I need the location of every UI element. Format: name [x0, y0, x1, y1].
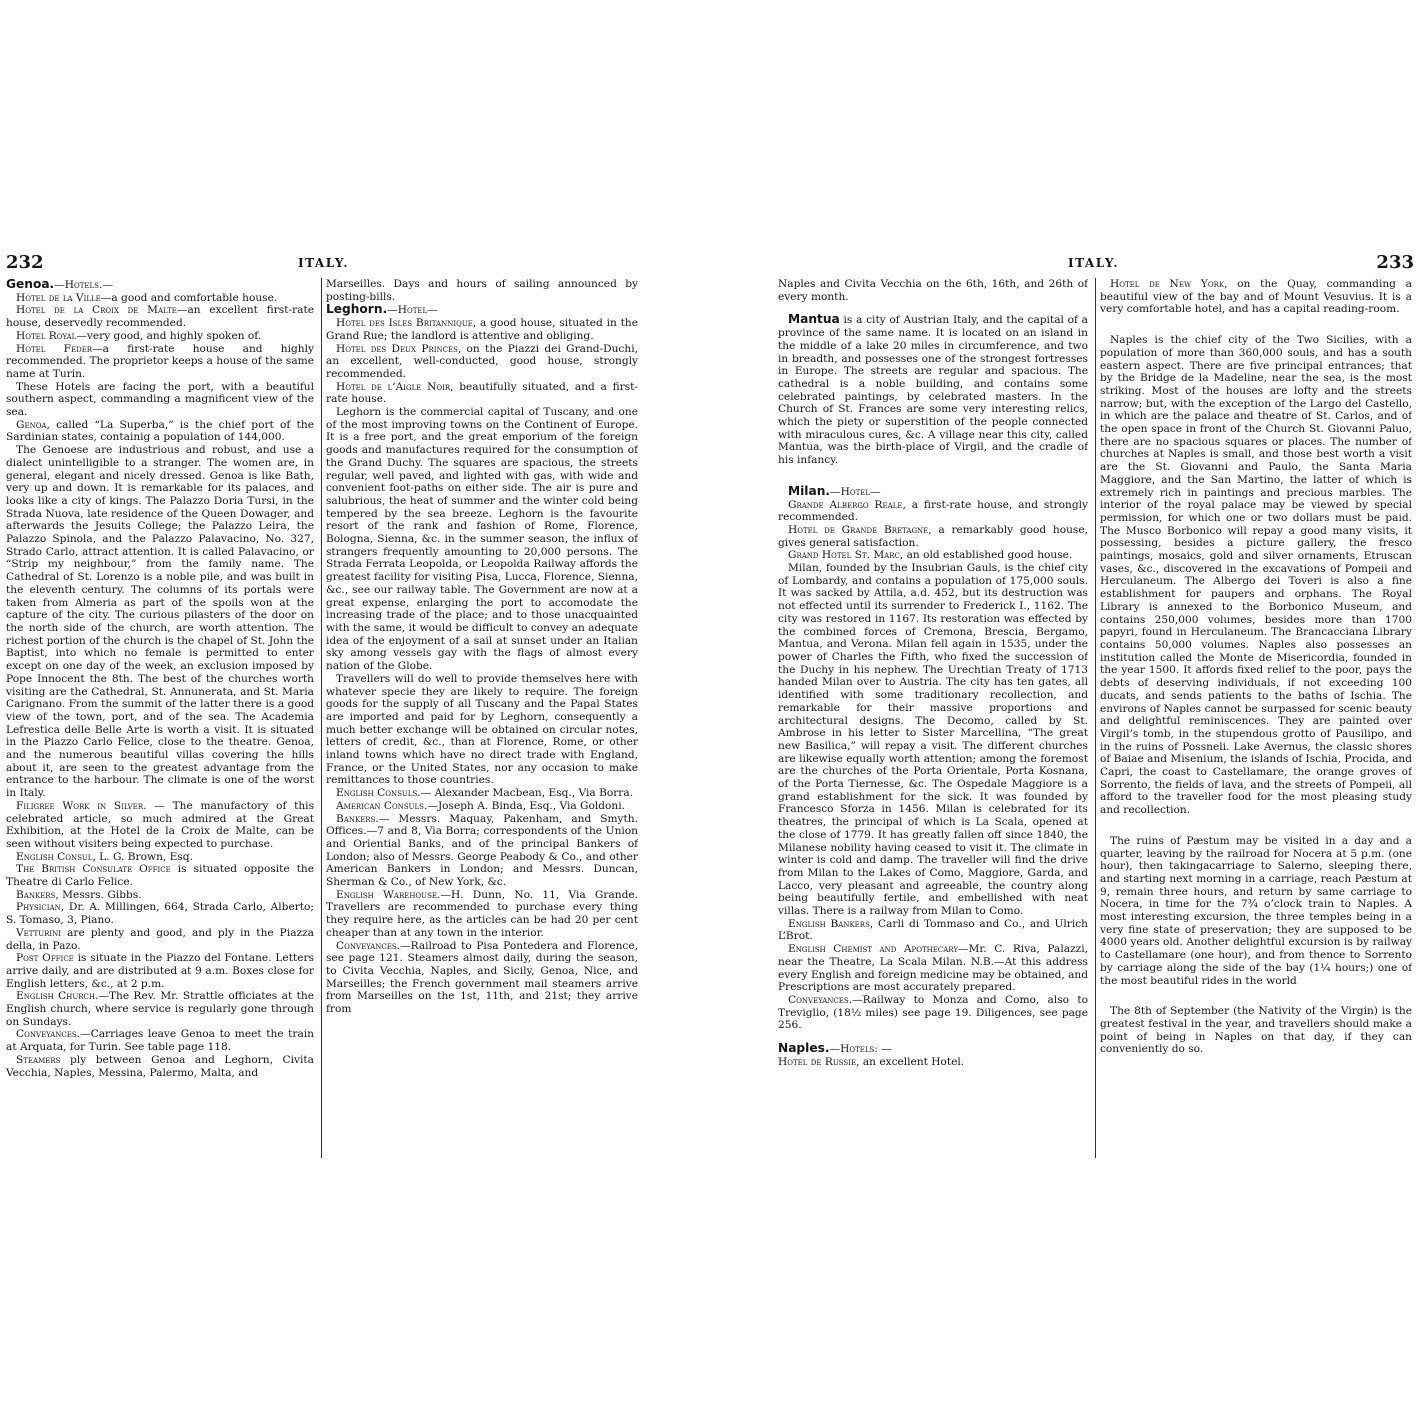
entry-text: — The manufactory of this celebrated article, so much admired at the Great Exhibition, at the Hotel de la Croix de Malte, can be seen without visiters being expected to purchase. [6, 799, 314, 850]
genoa-bankers [6, 889, 314, 902]
naples-heading [778, 1042, 1088, 1056]
entry-text: —very good, and highly spoken of. [76, 329, 262, 342]
leghorn-american-consuls [326, 800, 638, 813]
entry-lead: The British Consulate Office [16, 863, 171, 876]
entry-lead: Bankers, [16, 888, 59, 901]
entry-lead: Hotel de Russie, [778, 1055, 860, 1068]
entry-lead: Hotel de la Croix de Malte [16, 304, 177, 317]
entry-lead: English Chemist and Apothecary [788, 943, 958, 956]
genoa-heading [6, 278, 314, 292]
entry-text: L. G. Brown, Esq. [95, 850, 193, 863]
genoa-british-consulate [6, 863, 314, 888]
entry-lead: Bankers. [336, 812, 379, 825]
leghorn-english-warehouse [326, 889, 638, 940]
genoa-heading-suffix: —Hotels.— [54, 279, 113, 291]
genoa-description: The Genoese are industrious and robust, and use a dialect unintelligible to a stranger. The women are, in general, elegant and nicely dressed. Genoa is like Bath, very up and down. It is remarkable for its palaces, and looks like a city of kings. The Palazzo Doria Tursi, in the Strada Nuova, late residence of the Queen Dowager, and afterwards the Jesuits College; the Palazzo Leira, the Palazzo Spinola, and the Palazzo Palavacino, No. 327, Strado Carlo, attract attention. It is called Palavacino, or “Strip my neighbour,” from the family name. The Cathedral of St. Lorenzo is a noble pile, and was built in the eleventh century. The columns of its portals were taken from Almeria as part of the spoils won at the capture of the city. The curious pilasters of the door on the north side of the church, are worth attention. The richest portion of the church is the chapel of St. John the Baptist, into which no female is permitted to enter except on one day of the week, an exclusion imposed by Pope Innocent the 8th. The best of the churches worth visiting are the Cathedral, St. Annunerata, and St. Maria Carignano. From the summit of the latter there is a good view of the town, port, and of the sea. The Academia Lefrestica delle Belle Arte is worth a visit. It is situated in the Piazzo Carlo Felice, close to the theatre. Genoa, and the numerous beautiful villas covering the hills about it, are seen to the greatest advantage from the entrance to the harbour. The climate is one of the worst in Italy. [6, 444, 314, 800]
entry-lead: English Church. [16, 990, 99, 1003]
right-column-1 [778, 278, 1088, 1166]
genoa-physician [6, 901, 314, 926]
mantua-heading-name: Mantua [788, 312, 840, 327]
leghorn-conveyances [326, 940, 638, 1016]
milan-grande-albergo-reale [778, 499, 1088, 524]
entry-text: beautifully situated, and a first-rate house. [326, 380, 638, 406]
genoa-heading-name: Genoa. [6, 278, 55, 291]
entry-text: Messrs. Gibbs. [58, 888, 142, 901]
entry-text: —The Rev. Mr. Strattle officiates at the English church, where service is regularly gone through on Sundays. [6, 990, 314, 1028]
naples-heading-suffix: —Hotels: — [829, 1043, 892, 1056]
leghorn-heading [326, 303, 638, 317]
milan-english-bankers [778, 918, 1088, 943]
entry-text: is situate in the Piazzo del Fontane. Letters arrive daily, and are distributed at 9 a.m. Boxes close for English letters, &c., at 2 p.m. [6, 952, 314, 990]
entry-lead: Vetturini [16, 926, 62, 939]
left-page-number: 232 [6, 252, 44, 273]
leghorn-specie-advice: Travellers will do well to provide themselves here with whatever specie they are likely to require. The foreign goods for the supply of all Tuscany and the Papal States are imported and paid for by Leghorn, consequently a much better exchange will be obtained on circular notes, letters of credit, &c., than at Florence, Rome, or other inland towns which have no direct trade with England, France, or the United States, nor any occasion to make remittances to those countries. [326, 672, 638, 787]
milan-heading-suffix: —Hotel— [830, 485, 881, 498]
entry-lead: Hotel de l’Aigle Noir, [336, 380, 454, 393]
genoa-hotel-croix-de-malte [6, 304, 314, 329]
genoa-hotel-de-la-ville [6, 292, 314, 305]
entry-lead: Genoa, [16, 418, 50, 431]
genoa-english-consul [6, 851, 314, 864]
milan-english-chemist [778, 943, 1088, 994]
entry-text: —Joseph A. Binda, Esq., Via Goldoni. [427, 799, 626, 812]
right-page [778, 250, 1414, 1170]
entry-lead: Conveyances. [336, 939, 401, 952]
leghorn-english-consuls [326, 787, 638, 800]
milan-heading [778, 485, 1088, 499]
entry-lead: American Consuls. [336, 799, 428, 812]
entry-text: an old established good house. [903, 549, 1073, 562]
entry-text: on the Piazzi dei Grand-Duchi, an excellent, well-conducted, good house, strongly recommended. [326, 342, 638, 380]
milan-grand-hotel-st-marc [778, 549, 1088, 562]
entry-lead: English Warehouse. [336, 888, 441, 901]
entry-lead: Hotel de New York, [1110, 278, 1228, 290]
naples-heading-name: Naples. [778, 1041, 830, 1056]
right-column-divider [1095, 278, 1096, 1158]
entry-text: —an excellent first-rate house, deservedly recommended. [6, 304, 314, 330]
leghorn-heading-name: Leghorn. [326, 302, 388, 317]
genoa-hotel-feder [6, 343, 314, 381]
entry-lead: Hotel de la Ville [16, 291, 101, 304]
entry-lead: Hotel Royal [16, 329, 77, 342]
entry-text: —a first-rate house and highly recommended. The proprietor keeps a house of the same name at Turin. [6, 342, 314, 380]
entry-text: an excellent Hotel. [859, 1055, 965, 1068]
entry-lead: Hotel Feder [16, 342, 93, 355]
mantua-text: is a city of Austrian Italy, and the capital of a province of the same name. It is located on an island in the middle of a lake 20 miles in circumference, and two in breadth, and possesses one of the strongest fortresses in Europe. The streets are regular and spacious. The cathedral is a noble building, and contains some celebrated paintings, by celebrated masters. In the Church of St. Frances are some very interesting relics, which the piety or superstition of the people connected with miraculous cures, &c. A village near this city, called Mantua, was the birth-place of Virgil, and the cradle of his infancy. [778, 314, 1088, 467]
entry-text: is situated opposite the Theatre di Carlo Felice. [6, 863, 314, 889]
entry-text: a remarkably good house, gives general satisfaction. [778, 523, 1088, 549]
naples-hotel-de-russie [778, 1056, 1088, 1069]
left-running-title: ITALY. [298, 256, 350, 270]
milan-description: Milan, founded by the Insubrian Gauls, is the chief city of Lombardy, and contains a population of 175,000 souls. It was sacked by Attila, a.d. 452, but its destruction was not effected until its surrender to Frederick I., 1162. The city was restored in 1167. Its restoration was effected by the combined forces of Cremona, Brescia, Bergamo, Mantua, and Verona. Milan fell again in 1535, under the power of Charles the Fifth, who fixed the succession of the Duchy in his nephew. The Urechtian Treaty of 1713 handed Milan over to Austria. The city has ten gates, all identified with some traditionary recollection, and remarkable for their massive proportions and architectural designs. The Decomo, called by St. Ambrose in his letter to Sister Marcellina, “The great new Basilica,” will repay a visit. The different churches are likewise equally worth attention; among the foremost are the churches of the Porta Orientale, Porta Kosnana, of the Porta Tiernesse, &c. The Ospedale Maggiore is a grand establishment for the sick. It was founded by Francesco Sforza in 1456. Milan is celebrated for its theatres, the principal of which is La Scala, opened at the close of 1779. It has greatly fallen off since 1840, the Milanese nobility having ceased to visit it. The climate in winter is cold and damp. The traveller will find the drive from Milan to the Lakes of Como, Maggiore, Garda, and Lacco, very pleasant and agreeable, the country along being beautifully fertile, and embellished with neat villas. There is a railway from Milan to Como. [778, 562, 1088, 918]
entry-lead: Hotel des Isles Britannique, [336, 317, 477, 330]
nativity-festival: The 8th of September (the Nativity of the Virgin) is the greatest festival in the year, and travellers should make a point of being in Naples on that day, if they can conveniently do so. [1100, 1005, 1412, 1056]
genoa-vetturini [6, 927, 314, 952]
entry-text: — Messrs. Maquay, Pakenham, and Smyth. Offices.—7 and 8, Via Borra; correspondents of the Union and Oriential Banks, and of the principal Bankers of London; also of Messrs. George Peabody & Co., and other American Bankers in London; and Messrs. Duncan, Sherman & Co., of New York, &c. [326, 812, 638, 889]
milan-hotel-grande-bretagne [778, 524, 1088, 549]
left-column-1 [6, 278, 314, 1166]
left-page [6, 250, 640, 1170]
leghorn-hotel-aigle-noir [326, 381, 638, 406]
entry-lead: Conveyances. [16, 1028, 81, 1041]
entry-text: are plenty and good, and ply in the Piazza della, in Pazo. [6, 926, 314, 952]
leghorn-description: Leghorn is the commercial capital of Tuscany, and one of the most improving towns on the Continent of Europe. It is a free port, and the great emporium of the foreign goods and manufactures required for the consumption of the Grand Duchy. The squares are spacious, the streets regular, well paved, and lighted with gas, with wide and convenient foot-paths on either side. The air is pure and salubrious, the heat of summer and the winter cold being tempered by the sea breeze. Leghorn is the favourite resort of the rank and fashion of Rome, Florence, Bologna, Sienna, &c. in the summer season, the influx of strangers frequently amounting to 20,000 persons. The Strada Ferrata Leopolda, or Leopolda Railway affords the greatest facility for visiting Pisa, Lucca, Florence, Sienna, &c., see our railway table. The Government are now at a great expense, enlarging the port to accomodate the increasing trade of the place; and to those unacquainted with the same, it would be difficult to convey an adequate idea of the enjoyment of a sail at sunset under an Italian sky among vessels gay with the flags of almost every nation of the Globe. [326, 406, 638, 673]
entry-text: a first-rate house, and strongly recommended. [778, 498, 1088, 524]
entry-text: —Railway to Monza and Como, also to Treviglio, (18½ miles) see page 19. Diligences, see page 256. [778, 993, 1088, 1032]
genoa-post-office [6, 952, 314, 990]
left-column-divider [321, 278, 322, 1158]
entry-lead: Grande Albergo Reale, [788, 498, 906, 511]
leghorn-heading-suffix: —Hotel— [387, 304, 438, 317]
genoa-hotels-facing-port: These Hotels are facing the port, with a beautiful southern aspect, commanding a magnificent view of the sea. [6, 380, 314, 419]
entry-lead: Physician, [16, 901, 65, 914]
naples-hotel-new-york [1100, 278, 1412, 316]
entry-text: Carli di Tommaso and Co., and Ulrich L’Brot. [778, 917, 1088, 943]
naples-description: Naples is the chief city of the Two Sicilies, with a population of more than 360,000 souls, and has a south eastern aspect. There are five principal entrances; that by the Bridge de la Madeline, near the sea, is the most striking. Most of the houses are lofty and the streets narrow; but, with the exception of the Largo del Castello, in which are the palace and theatre of St. Carlos, and of the open space in front of the Church St. Giovanni Paluo, there are no spacious squares or places. The number of churches at Naples is small, and those best worth a visit are the St. Giovanni and Paulo, the Santa Maria Maggiore, and the San Martino, the latter of which is extremely rich in paintings and precious marbles. The interior of the royal palace may be viewed by special permission, for which one or two dollars must be paid. The Musco Borbonico will repay a good many visits, it possessing, besides a picture gallery, the fresco paintings, mosaics, gold and silver ornaments, Etruscan vases, &c., discovered in the excavations of Pompeii and Herculaneum. The Albergo dei Toveri is also a fine establishment for paupers and orphans. The Royal Library is annexed to the Borbonico Museum, and contains 250,000 volumes, besides more than 1700 papyri, found in Herculaneum. The Brancacciana Library contains 50,000 volumes. Naples also possesses an institution called the Monte de Misericordia, founded in the year 1500. It affords fixed relief to the poor, pays the debts of deserving individuals, if not exceeding 100 ducats, and sends patients to the baths of Ischia. The environs of Naples cannot be surpassed for scenic beauty and delightful reminiscences. They are painted over Virgil’s tomb, in the stupendous grotto of Pausilipo, and in the ruins of Possneli. Lake Avernus, the classic shores of Baiae and Misenium, the islands of Ischia, Procida, and Capri, the coast to Castellamare, the orange groves of Sorrento, the fields of lava, and the streets of Pompeii, all afford to the traveller food for the most pleasing study and recollection. [1100, 334, 1412, 817]
genoa-filigree-work [6, 800, 314, 851]
entry-text: a good house, situated in the Grand Rue; the landlord is attentive and obliging. [326, 317, 638, 342]
entry-lead: Steamers [16, 1053, 61, 1066]
entry-lead: Hotel de Grande Bretagne, [788, 523, 932, 536]
naples-civita-continuation: Naples and Civita Vecchia on the 6th, 16th, and 26th of every month. [778, 278, 1088, 303]
genoa-english-church [6, 990, 314, 1028]
entry-text: on the Quay, commanding a beautiful view of the bay and of Mount Vesuvius. It is a very comfortable hotel, and has a capital reading-room. [1100, 278, 1412, 316]
entry-lead: Filigree Work in Silver. [16, 799, 147, 812]
entry-lead: English Consuls. [336, 787, 421, 800]
paestum-excursion: The ruins of Pæstum may be visited in a day and a quarter, leaving by the railroad for Nocera at 5 p.m. (one hour), then takingacarriage to Salerno, sleeping there, and starting next morning in a carriage, reach Pæstum at 9, remain three hours, and return by same carriage to Nocera, in time for the 7¾ o’clock train to Naples. A most interesting excursion, the three temples being in a very fine state of preservation; they are supposed to be 4000 years old. Another delightful excursion is by railway to Castellamare (one hour), and from thence to Sorrento by carriage along the side of the bay (1¼ hours;) one of the most beautiful rides in the world [1100, 834, 1412, 987]
right-page-header [778, 250, 1414, 278]
milan-heading-name: Milan. [788, 483, 831, 498]
mantua-entry [778, 313, 1088, 466]
marseilles-continuation: Marseilles. Days and hours of sailing announced by posting-bills. [326, 278, 638, 303]
left-column-2 [326, 278, 638, 1166]
entry-text: called “La Superba,” is the chief port of the Sardinian states, containig a population of 144,000. [6, 418, 314, 444]
entry-text: —Railroad to Pisa Pontedera and Florence, see page 121. Steamers almost daily, during the season, to Civita Vecchia, Naples, and Sicily, Genoa, Nice, and Marseilles; the French government mail steamers arrive from Marseilles on the 1st, 11th, and 21st; they arrive from [326, 939, 638, 1016]
leghorn-bankers [326, 813, 638, 889]
genoa-conveyances [6, 1028, 314, 1053]
genoa-hotel-royal [6, 330, 314, 343]
entry-lead: Post Office [16, 952, 74, 965]
right-column-2 [1100, 278, 1412, 1166]
entry-text: —Mr. C. Riva, Palazzi, near the Theatre, La Scala Milan. N.B.—At this address every English and foreign medicine may be obtained, and Prescriptions are most accurately prepared. [778, 943, 1088, 994]
leghorn-hotel-deux-princes [326, 343, 638, 381]
entry-lead: Conveyances. [788, 993, 853, 1006]
entry-lead: English Consul, [16, 850, 96, 863]
entry-text: — Alexander Macbean, Esq., Via Borra. [420, 787, 634, 800]
leghorn-hotel-isles-britannique [326, 317, 638, 342]
entry-lead: Grand Hotel St. Marc, [788, 549, 904, 562]
genoa-la-superba [6, 419, 314, 444]
milan-conveyances [778, 994, 1088, 1032]
entry-lead: English Bankers, [788, 917, 874, 930]
entry-lead: Hotel des Deux Princes, [336, 342, 462, 355]
entry-text: —a good and comfortable house. [100, 291, 278, 304]
entry-text: —Carriages leave Genoa to meet the train at Arquata, for Turin. See table page 118. [6, 1028, 314, 1054]
entry-text: ply between Genoa and Leghorn, Civita Vecchia, Naples, Messina, Palermo, Malta, and [6, 1053, 314, 1079]
entry-text: —H. Dunn, No. 11, Via Grande. Travellers are recommended to purchase every thing they require here, as the articles can be had 20 per cent cheaper than at any town in the interior. [326, 888, 638, 939]
genoa-steamers [6, 1054, 314, 1079]
right-running-title: ITALY. [1068, 256, 1120, 270]
entry-text: Dr. A. Millingen, 664, Strada Carlo, Alberto; S. Tomaso, 3, Piano. [6, 901, 314, 927]
left-page-header [6, 250, 640, 278]
right-page-number: 233 [1376, 252, 1414, 273]
